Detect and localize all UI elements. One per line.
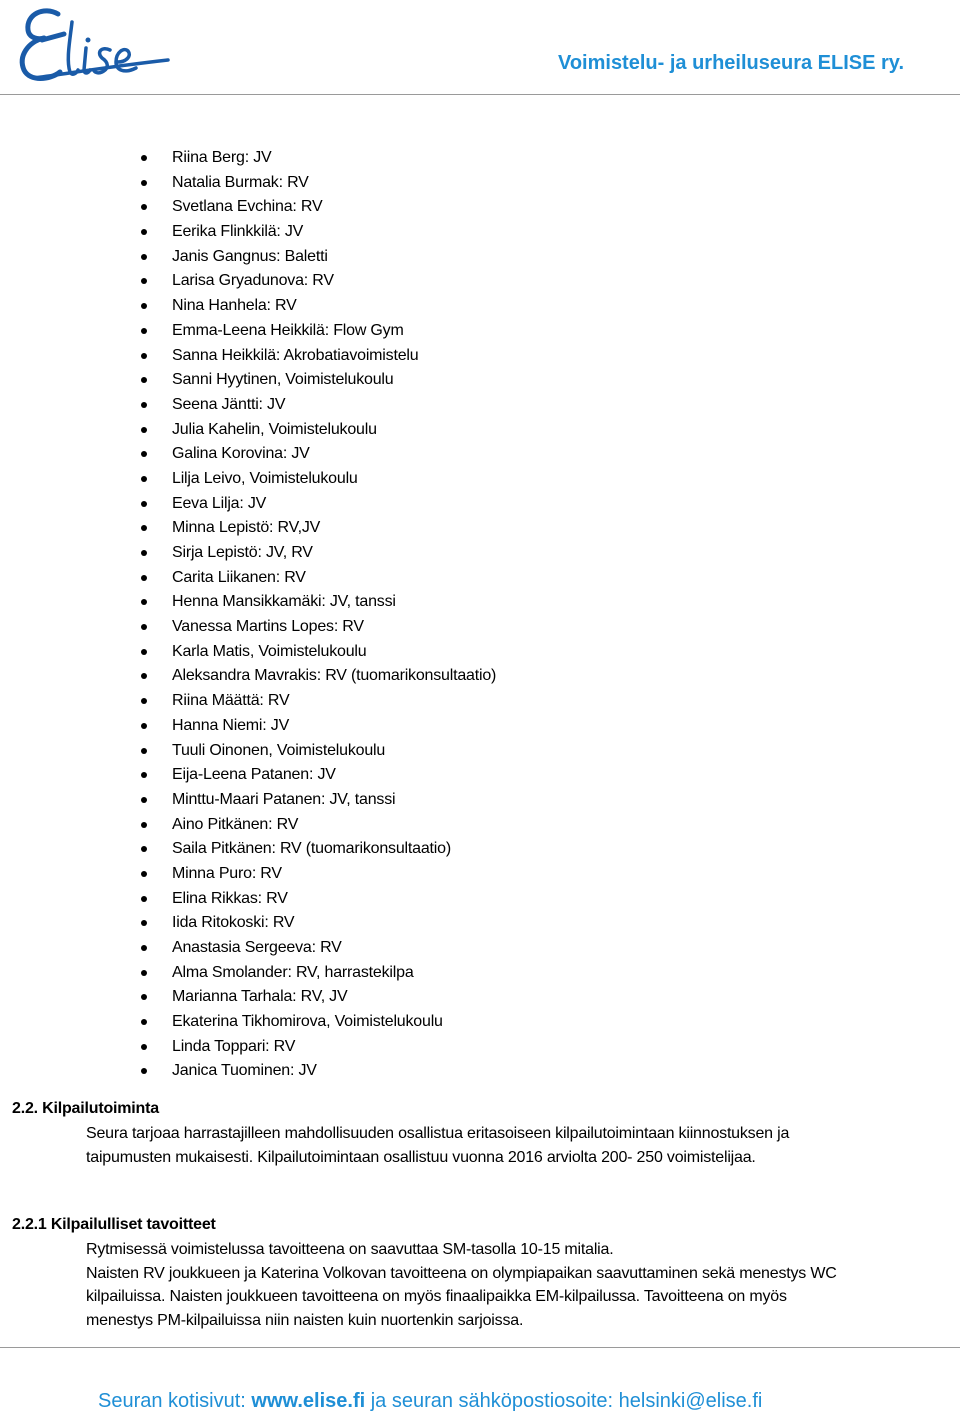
bullet-icon [141,451,147,457]
list-item-text: Natalia Burmak: RV [172,173,309,191]
bullet-icon [141,180,147,186]
bullet-icon [141,1019,147,1025]
list-item-text: Larisa Gryadunova: RV [172,272,334,290]
list-item [172,220,496,245]
bullet-icon [141,353,147,359]
list-item-text: Minna Puro: RV [172,864,282,882]
footer-website-link[interactable]: www.elise.fi [251,1390,366,1412]
list-item [172,862,496,887]
list-item-text: Riina Määttä: RV [172,692,290,710]
list-item [172,739,496,764]
bullet-icon [141,797,147,803]
list-item-text: Nina Hanhela: RV [172,297,297,315]
elise-logo-icon [14,4,174,88]
bullet-icon [141,525,147,531]
list-item [172,813,496,838]
elise-logo [14,4,174,88]
list-item [172,368,496,393]
list-item-text: Tuuli Oinonen, Voimistelukoulu [172,741,386,759]
footer-email-link[interactable]: helsinki@elise.fi [618,1390,763,1412]
bullet-icon [141,476,147,482]
page-header-title: Voimistelu- ja urheiluseura ELISE ry. [557,52,904,74]
bullet-icon [141,427,147,433]
list-item [172,788,496,813]
list-item [172,714,496,739]
bullet-icon [141,624,147,630]
bullet-icon [141,698,147,704]
list-item-text: Minna Lepistö: RV,JV [172,519,321,537]
list-item [172,887,496,912]
list-item [172,763,496,788]
list-item [172,245,496,270]
bullet-icon [141,723,147,729]
list-item-text: Emma-Leena Heikkilä: Flow Gym [172,321,404,339]
list-item-text: Karla Matis, Voimistelukoulu [172,642,367,660]
list-item [172,590,496,615]
list-item-text: Eija-Leena Patanen: JV [172,766,336,784]
paragraph-line: taipumusten mukaisesti. Kilpailutoimintaan osallistuu vuonna 2016 arviolta 200- 250 voimistelijaa. [86,1148,756,1166]
bullet-icon [141,970,147,976]
bullet-icon [141,772,147,778]
list-item [172,294,496,319]
section-paragraph-kilpailutoiminta [86,1122,926,1169]
page-footer [98,1390,762,1413]
list-item [172,961,496,986]
list-item-text: Vanessa Martins Lopes: RV [172,618,364,636]
list-item-text: Anastasia Sergeeva: RV [172,939,342,956]
footer-prefix: Seuran kotisivut: [98,1390,252,1412]
footer-divider [0,1347,960,1348]
list-item-text: Hanna Niemi: JV [172,716,290,734]
list-item-text: Sirja Lepistö: JV, RV [172,544,313,561]
list-item-text: Iida Ritokoski: RV [172,914,295,932]
paragraph-line: menestys PM-kilpailuissa niin naisten kuin nuortenkin sarjoissa. [86,1311,524,1329]
list-item-text: Janis Gangnus: Baletti [172,247,328,265]
list-item [172,640,496,665]
list-item [172,319,496,344]
list-item-text: Elina Rikkas: RV [172,889,288,907]
list-item-text: Sanna Heikkilä: Akrobatiavoimistelu [172,346,419,364]
list-item [172,615,496,640]
bullet-icon [141,649,147,655]
list-item [172,269,496,294]
paragraph-line: Seura tarjoaa harrastajilleen mahdollisuuden osallistua eritasoiseen kilpailutoimintaan kiinnostuksen ja [86,1125,790,1142]
bullet-icon [141,575,147,581]
bullet-icon [141,550,147,556]
footer-middle: ja seuran sähköpostiosoite: [365,1390,619,1412]
list-item [172,393,496,418]
list-item-text: Eerika Flinkkilä: JV [172,223,304,241]
list-item [172,541,496,566]
list-item-text: Eeva Lilja: JV [172,494,267,512]
list-item-text: Riina Berg: JV [172,149,272,166]
list-item-text: Henna Mansikkamäki: JV, tanssi [172,593,396,611]
paragraph-line: kilpailuissa. Naisten joukkueen tavoitteena on myös finaalipaikka EM-kilpailussa. Tavoitteena on myös [86,1288,787,1305]
paragraph-line: Rytmisessä voimistelussa tavoitteena on saavuttaa SM-tasolla 10-15 mitalia. [86,1241,614,1258]
list-item [172,442,496,467]
bullet-icon [141,673,147,679]
list-item [172,1059,496,1084]
list-item-text: Lilja Leivo, Voimistelukoulu [172,469,358,487]
list-item-text: Aino Pitkänen: RV [172,815,299,833]
list-item-text: Janica Tuominen: JV [172,1062,317,1080]
list-item-text: Marianna Tarhala: RV, JV [172,988,348,1006]
list-item [172,492,496,517]
list-item [172,146,496,171]
bullet-icon [141,599,147,605]
list-item-text: Sanni Hyytinen, Voimistelukoulu [172,371,394,389]
list-item [172,171,496,196]
list-item-text: Seena Jäntti: JV [172,395,286,413]
bullet-icon [141,229,147,235]
bullet-icon [141,155,147,161]
list-item-text: Aleksandra Mavrakis: RV (tuomarikonsultaatio) [172,667,497,685]
list-item-text: Ekaterina Tikhomirova, Voimistelukoulu [172,1013,443,1031]
list-item [172,516,496,541]
bullet-icon [141,501,147,507]
bullet-icon [141,402,147,408]
bullet-icon [141,920,147,926]
list-item [172,1035,496,1060]
list-item-text: Linda Toppari: RV [172,1037,296,1055]
list-item-text: Julia Kahelin, Voimistelukoulu [172,420,377,438]
list-item-text: Saila Pitkänen: RV (tuomarikonsultaatio) [172,840,451,858]
list-item-text: Minttu-Maari Patanen: JV, tanssi [172,790,396,808]
list-item [172,1010,496,1035]
list-item [172,344,496,369]
bullet-icon [141,303,147,309]
section-heading-kilpailutoiminta: 2.2. Kilpailutoiminta [12,1100,159,1117]
list-item [172,418,496,443]
section-heading-kilpailulliset-tavoitteet: 2.2.1 Kilpailulliset tavoitteet [12,1216,216,1233]
member-list [172,146,496,1084]
list-item [172,467,496,492]
bullet-icon [141,1044,147,1050]
bullet-icon [141,1068,147,1074]
bullet-icon [141,822,147,828]
list-item [172,689,496,714]
bullet-icon [141,994,147,1000]
bullet-icon [141,846,147,852]
bullet-icon [141,254,147,260]
list-item [172,195,496,220]
section-paragraph-tavoitteet [86,1238,926,1332]
list-item-text: Svetlana Evchina: RV [172,198,323,216]
bullet-icon [141,328,147,334]
list-item [172,936,496,961]
list-item [172,985,496,1010]
list-item-text: Alma Smolander: RV, harrastekilpa [172,963,414,981]
header-divider [0,94,960,95]
list-item [172,664,496,689]
bullet-icon [141,204,147,210]
list-item [172,837,496,862]
list-item-text: Carita Liikanen: RV [172,568,306,586]
bullet-icon [141,945,147,951]
paragraph-line: Naisten RV joukkueen ja Katerina Volkovan tavoitteena on olympiapaikan saavuttaminen sekä menestys WC [86,1264,837,1282]
list-item [172,911,496,936]
bullet-icon [141,377,147,383]
list-item [172,566,496,591]
bullet-icon [141,896,147,902]
list-item-text: Galina Korovina: JV [172,445,310,463]
bullet-icon [141,871,147,877]
bullet-icon [141,278,147,284]
bullet-icon [141,748,147,754]
